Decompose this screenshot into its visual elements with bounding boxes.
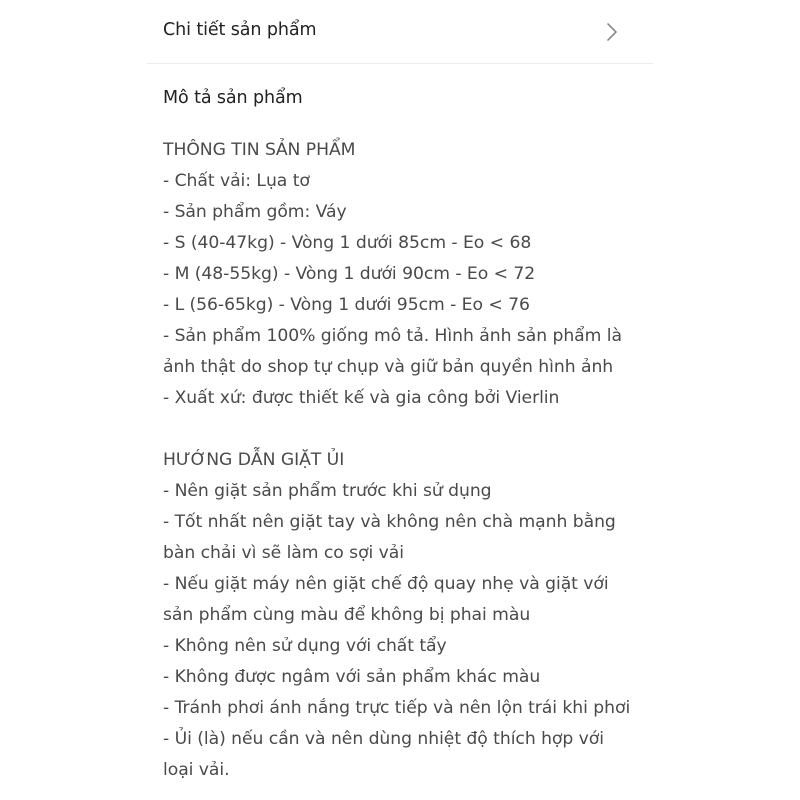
care-instruction-line: - Nên giặt sản phẩm trước khi sử dụng: [163, 481, 492, 501]
care-instructions-title: HƯỚNG DẪN GIẶT ỦI: [163, 450, 345, 470]
product-info-line: - S (40-47kg) - Vòng 1 dưới 85cm - Eo < 68: [163, 233, 532, 253]
care-instruction-line: - Ủi (là) nếu cần và nên dùng nhiệt độ thích hợp với: [163, 729, 604, 749]
care-instruction-line: - Không được ngâm với sản phẩm khác màu: [163, 667, 541, 687]
product-info-list: [163, 166, 683, 414]
section-spacer: [163, 414, 683, 445]
chevron-right-icon: [605, 22, 619, 42]
product-info-line: ảnh thật do shop tự chụp và giữ bản quyền hình ảnh: [163, 357, 614, 377]
product-info-line: - Chất vải: Lụa tơ: [163, 171, 310, 191]
product-info-line: - Sản phẩm 100% giống mô tả. Hình ảnh sản phẩm là: [163, 326, 622, 346]
care-instruction-line: bàn chải vì sẽ làm co sợi vải: [163, 543, 404, 563]
care-instruction-line: - Tốt nhất nên giặt tay và không nên chà mạnh bằng: [163, 512, 616, 532]
product-info-line: - Xuất xứ: được thiết kế và gia công bởi Vierlin: [163, 388, 560, 408]
product-info-line: - Sản phẩm gồm: Váy: [163, 202, 347, 222]
product-info-title: THÔNG TIN SẢN PHẨM: [163, 140, 356, 160]
care-instruction-line: - Tránh phơi ánh nắng trực tiếp và nên lộn trái khi phơi: [163, 698, 631, 718]
product-details-title: Chi tiết sản phẩm: [163, 20, 317, 40]
product-description-heading: Mô tả sản phẩm: [163, 88, 303, 108]
product-description-body: [163, 135, 683, 786]
care-instruction-line: - Không nên sử dụng với chất tẩy: [163, 636, 447, 656]
product-info-line: - M (48-55kg) - Vòng 1 dưới 90cm - Eo < 72: [163, 264, 536, 284]
product-details-row[interactable]: [147, 0, 653, 64]
care-instruction-line: loại vải.: [163, 760, 230, 780]
product-info-line: - L (56-65kg) - Vòng 1 dưới 95cm - Eo < 76: [163, 295, 530, 315]
care-instructions-list: [163, 476, 683, 786]
care-instruction-line: sản phẩm cùng màu để không bị phai màu: [163, 605, 531, 625]
care-instruction-line: - Nếu giặt máy nên giặt chế độ quay nhẹ và giặt với: [163, 574, 609, 594]
